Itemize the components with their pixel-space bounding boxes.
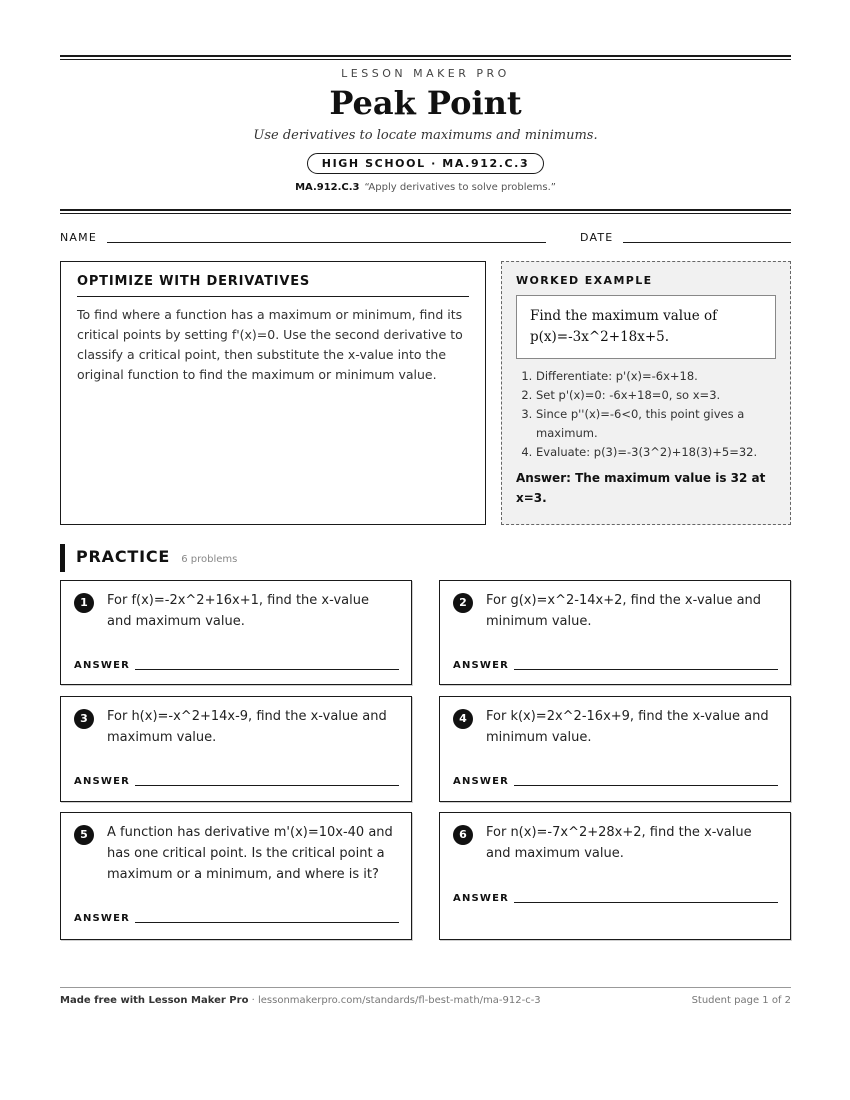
footer-url-link[interactable]: · lessonmakerpro.com/standards/fl-best-math/ma-912-c-3 xyxy=(251,995,541,1006)
example-step: 3. Since p''(x)=-6<0, this point gives a maximum. xyxy=(536,405,776,443)
name-label: NAME xyxy=(60,231,97,244)
header-bottom-double-rule xyxy=(60,209,791,214)
page-subtitle: Use derivatives to locate maximums and minimums. xyxy=(253,128,598,143)
worksheet-page xyxy=(60,0,791,1100)
practice-count: 6 problems xyxy=(181,554,238,565)
example-step: 1. Differentiate: p'(x)=-6x+18. xyxy=(536,367,776,386)
problem-text: For f(x)=-2x^2+16x+1, find the x-value and maximum value. xyxy=(107,593,369,629)
problem-number-badge: 6 xyxy=(453,825,473,845)
example-step: 4. Evaluate: p(3)=-3(3^2)+18(3)+5=32. xyxy=(536,443,776,462)
worked-example-steps xyxy=(516,367,776,462)
worked-example-problem: Find the maximum value of p(x)=-3x^2+18x+5. xyxy=(516,295,776,359)
answer-label: ANSWER xyxy=(74,660,131,671)
problem-text: For k(x)=2x^2-16x+9, find the x-value and minimum value. xyxy=(486,709,769,745)
practice-problem-2 xyxy=(439,580,791,685)
answer-field[interactable] xyxy=(135,669,399,670)
practice-problem-4 xyxy=(439,696,791,802)
name-field[interactable] xyxy=(107,242,546,243)
problem-number-badge: 2 xyxy=(453,593,473,613)
answer-label: ANSWER xyxy=(74,913,131,924)
practice-problem-6 xyxy=(439,812,791,940)
example-step: 2. Set p'(x)=0: -6x+18=0, so x=3. xyxy=(536,386,776,405)
problem-number-badge: 1 xyxy=(74,593,94,613)
standard-code: MA.912.C.3 xyxy=(295,182,360,193)
worked-example-answer: Answer: The maximum value is 32 at x=3. xyxy=(516,471,766,505)
answer-field[interactable] xyxy=(135,785,399,786)
top-double-rule xyxy=(60,55,791,60)
page-title: Peak Point xyxy=(329,84,522,122)
problem-text: For n(x)=-7x^2+28x+2, find the x-value and maximum value. xyxy=(486,825,752,861)
answer-field[interactable] xyxy=(514,902,778,903)
answer-label: ANSWER xyxy=(453,776,510,787)
standard-description xyxy=(60,182,791,193)
grade-badge-wrap xyxy=(60,152,791,174)
problem-text: For g(x)=x^2-14x+2, find the x-value and minimum value. xyxy=(486,593,762,629)
footer-credit xyxy=(60,995,541,1006)
practice-problem-3 xyxy=(60,696,412,802)
worked-example-heading: WORKED EXAMPLE xyxy=(516,274,653,287)
footer-made-with: Made free with Lesson Maker Pro xyxy=(60,995,249,1006)
practice-problem-1 xyxy=(60,580,412,685)
answer-label: ANSWER xyxy=(453,893,510,904)
practice-problem-5 xyxy=(60,812,412,940)
grade-standard-badge: HIGH SCHOOL · MA.912.C.3 xyxy=(307,153,544,174)
concept-box xyxy=(60,261,486,525)
date-field[interactable] xyxy=(623,242,791,243)
problem-text: A function has derivative m'(x)=10x-40 and has one critical point. Is the critical point a maximum or a minimum, and where is it? xyxy=(107,825,393,882)
problem-text: For h(x)=-x^2+14x-9, find the x-value and maximum value. xyxy=(107,709,387,745)
footer-page-number: Student page 1 of 2 xyxy=(691,995,791,1006)
answer-field[interactable] xyxy=(514,785,778,786)
footer-divider xyxy=(60,987,791,988)
answer-label: ANSWER xyxy=(74,776,131,787)
problem-number-badge: 3 xyxy=(74,709,94,729)
brand-name: LESSON MAKER PRO xyxy=(341,67,510,80)
practice-title: PRACTICE xyxy=(76,547,171,566)
problem-number-badge: 4 xyxy=(453,709,473,729)
answer-field[interactable] xyxy=(514,669,778,670)
concept-title: OPTIMIZE WITH DERIVATIVES xyxy=(77,274,469,297)
practice-heading xyxy=(60,544,237,572)
answer-field[interactable] xyxy=(135,922,399,923)
worked-example-box xyxy=(501,261,791,525)
answer-label: ANSWER xyxy=(453,660,510,671)
date-label: DATE xyxy=(580,231,614,244)
problem-number-badge: 5 xyxy=(74,825,94,845)
standard-text: “Apply derivatives to solve problems.” xyxy=(364,182,556,193)
concept-body: To find where a function has a maximum or minimum, find its critical points by setting f'(x)=0. Use the second derivative to classify a critical point, then substitute the x-value into the original function to find the maximum or minimum value. xyxy=(77,307,463,382)
